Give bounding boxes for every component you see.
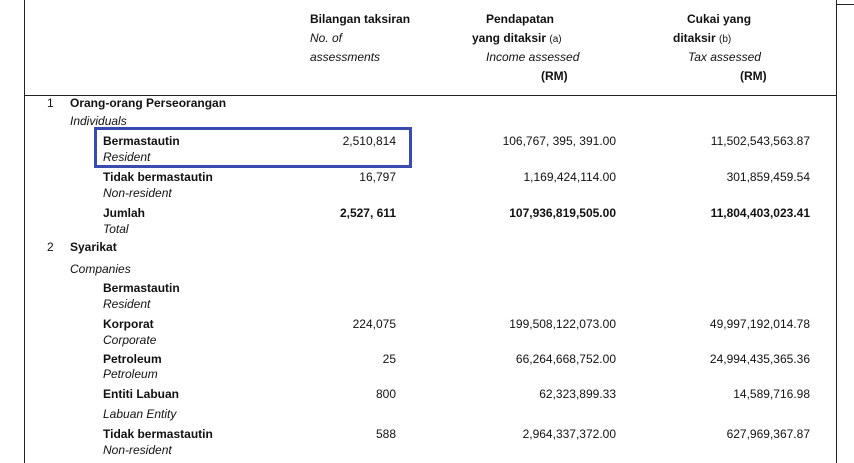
header-col2-line2-text: yang ditaksir xyxy=(472,31,547,45)
header-col2-line1: Pendapatan xyxy=(486,12,555,26)
row-income: 66,264,668,752.00 xyxy=(515,352,616,366)
row-sublabel: Corporate xyxy=(103,333,157,347)
row-sublabel: Labuan Entity xyxy=(103,407,177,421)
row-income: 62,323,899.33 xyxy=(539,387,616,401)
section-number: 1 xyxy=(47,96,54,110)
row-tax: 11,804,403,023.41 xyxy=(710,206,810,220)
row-sublabel: Petroleum xyxy=(103,367,158,381)
row-label: Bermastautin xyxy=(103,134,180,148)
header-col3-unit: (RM) xyxy=(740,69,767,83)
row-tax: 24,994,435,365.36 xyxy=(709,352,810,366)
section-number: 2 xyxy=(47,240,54,254)
section-subtitle: Companies xyxy=(70,262,131,276)
row-count: 25 xyxy=(382,352,396,366)
row-label: Bermastautin xyxy=(103,281,180,295)
row-label: Petroleum xyxy=(103,352,162,366)
row-sublabel: Non-resident xyxy=(103,443,172,457)
row-count: 224,075 xyxy=(352,317,396,331)
header-col2-unit: (RM) xyxy=(541,69,568,83)
row-label: Jumlah xyxy=(103,206,146,220)
row-count: 800 xyxy=(375,387,396,401)
section-title: Orang-orang Perseorangan xyxy=(70,96,227,110)
row-count: 588 xyxy=(375,427,396,441)
row-income: 107,936,819,505.00 xyxy=(509,206,616,220)
row-sublabel: Resident xyxy=(103,297,151,311)
row-label: Tidak bermastautin xyxy=(103,170,213,184)
highlight-box xyxy=(94,127,412,168)
header-col2-line2 xyxy=(472,31,562,47)
row-tax: 14,589,716.98 xyxy=(733,387,810,401)
row-income: 199,508,122,073.00 xyxy=(509,317,616,331)
row-count: 2,510,814 xyxy=(342,134,396,148)
header-col3-line2 xyxy=(673,31,731,47)
header-col1-line2: No. of xyxy=(310,31,343,45)
header-col3-note: (b) xyxy=(719,34,732,45)
header-col2-note: (a) xyxy=(549,34,562,45)
section-title: Syarikat xyxy=(70,240,117,254)
row-sublabel: Total xyxy=(103,222,129,236)
row-label: Tidak bermastautin xyxy=(103,427,213,441)
header-col1-line1: Bilangan taksiran xyxy=(310,12,411,26)
header-col2-line3: Income assessed xyxy=(486,50,580,64)
row-income: 106,767, 395, 391.00 xyxy=(502,134,616,148)
top-right-border xyxy=(836,4,854,5)
row-income: 2,964,337,372.00 xyxy=(522,427,616,441)
header-col1-line3: assessments xyxy=(310,50,381,64)
row-tax: 627,969,367.87 xyxy=(726,427,810,441)
header-col3-line2-text: ditaksir xyxy=(673,31,716,45)
row-tax: 301,859,459.54 xyxy=(726,170,810,184)
row-tax: 49,997,192,014.78 xyxy=(709,317,810,331)
row-tax: 11,502,543,563.87 xyxy=(710,134,810,148)
header-col3-line1: Cukai yang xyxy=(687,12,752,26)
row-sublabel: Non-resident xyxy=(103,186,172,200)
row-income: 1,169,424,114.00 xyxy=(523,170,616,184)
row-count: 16,797 xyxy=(359,170,396,184)
section-subtitle: Individuals xyxy=(70,114,127,128)
table-left-border xyxy=(24,0,25,463)
header-col3-line3: Tax assessed xyxy=(688,50,761,64)
table-right-border xyxy=(836,0,837,463)
row-sublabel: Resident xyxy=(103,150,151,164)
row-count: 2,527, 611 xyxy=(339,206,396,220)
row-label: Entiti Labuan xyxy=(103,387,179,401)
row-label: Korporat xyxy=(103,317,154,331)
